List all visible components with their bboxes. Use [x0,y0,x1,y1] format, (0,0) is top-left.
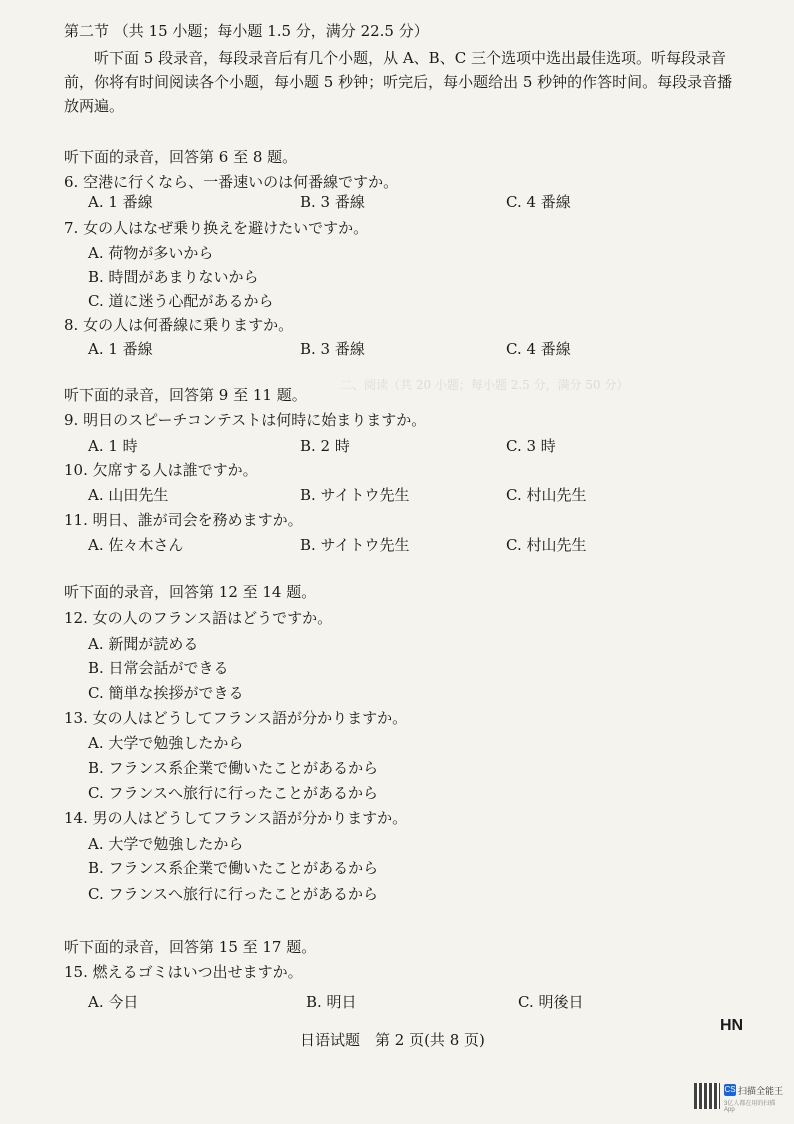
option-c: C. 明後日 [518,993,584,1011]
question-stem: 9. 明日のスピーチコンテストは何時に始まりますか。 [64,411,427,429]
option-c: C. フランスへ旅行に行ったことがあるから [88,885,379,903]
option-a: A. 今日 [88,993,139,1011]
scanner-watermark [724,1084,784,1113]
option-b: B. 2 時 [300,437,350,455]
group-heading: 听下面的录音，回答第 15 至 17 题。 [64,938,317,956]
question-stem: 14. 男の人はどうしてフランス語が分かりますか。 [64,809,408,827]
option-c: C. 3 時 [506,437,556,455]
section-title: 第二节 [64,22,110,40]
group-heading: 听下面的录音，回答第 12 至 14 题。 [64,583,317,601]
question-stem: 6. 空港に行くなら、一番速いのは何番線ですか。 [64,173,399,191]
option-b: B. サイトウ先生 [300,536,410,554]
option-b: B. フランス系企業で働いたことがあるから [88,859,379,877]
section-scoring: （共 15 小题；每小题 1.5 分，满分 22.5 分） [113,22,429,40]
option-a: A. 山田先生 [88,486,169,504]
option-b: B. フランス系企業で働いたことがあるから [88,759,379,777]
option-c: C. 4 番線 [506,340,571,358]
option-a: A. 新聞が読める [88,635,199,653]
option-b: B. 3 番線 [300,193,365,211]
option-c: C. 村山先生 [506,536,587,554]
option-b: B. 日常会話ができる [88,659,229,677]
option-a: A. 佐々木さん [88,536,184,554]
option-c: C. フランスへ旅行に行ったことがあるから [88,784,379,802]
qr-code-icon [694,1083,720,1109]
option-a: A. 1 番線 [88,193,153,211]
group-heading: 听下面的录音，回答第 9 至 11 题。 [64,386,307,404]
section-instructions: 听下面 5 段录音，每段录音后有几个小题，从 A、B、C 三个选项中选出最佳选项。听每段录音前，你将有时间阅读各个小题，每小题 5 秒钟；听完后，每小题给出 5 秒钟的作答时间。每段录音播放两遍。 [64,49,733,115]
question-stem: 8. 女の人は何番線に乗りますか。 [64,316,294,334]
question-stem: 13. 女の人はどうしてフランス語が分かりますか。 [64,709,408,727]
scanner-name: 扫描全能王 [738,1086,784,1096]
question-stem: 12. 女の人のフランス語はどうですか。 [64,609,333,627]
section-header [64,20,429,41]
page-footer: 日语试题 第 2 页(共 8 页) [300,1031,485,1049]
group-heading: 听下面的录音，回答第 6 至 8 题。 [64,148,298,166]
option-c: C. 簡単な挨拶ができる [88,684,244,702]
region-code: HN [720,1017,744,1034]
option-a: A. 1 時 [88,437,138,455]
question-stem: 7. 女の人はなぜ乗り换えを避けたいですか。 [64,219,369,237]
question-stem: 10. 欠席する人は誰ですか。 [64,461,258,479]
option-a: A. 大学で勉強したから [88,734,244,752]
question-stem: 11. 明日、誰が司会を務めますか。 [64,511,303,529]
option-c: C. 道に迷う心配があるから [88,292,274,310]
question-stem: 15. 燃えるゴミはいつ出せますか。 [64,963,303,981]
option-a: A. 荷物が多いから [88,244,214,262]
scanner-tagline: 3亿人都在用的扫描App [724,1101,776,1113]
scanner-logo-icon: CS [724,1085,736,1094]
option-c: C. 村山先生 [506,486,587,504]
option-a: A. 1 番線 [88,340,153,358]
option-b: B. 時間があまりないから [88,268,259,286]
option-b: B. 3 番線 [300,340,365,358]
option-c: C. 4 番線 [506,193,571,211]
bleed-through-text: 二、阅读（共 20 小题；每小题 2.5 分，满分 50 分） [340,378,629,392]
option-a: A. 大学で勉強したから [88,835,244,853]
option-b: B. サイトウ先生 [300,486,410,504]
option-b: B. 明日 [306,993,357,1011]
